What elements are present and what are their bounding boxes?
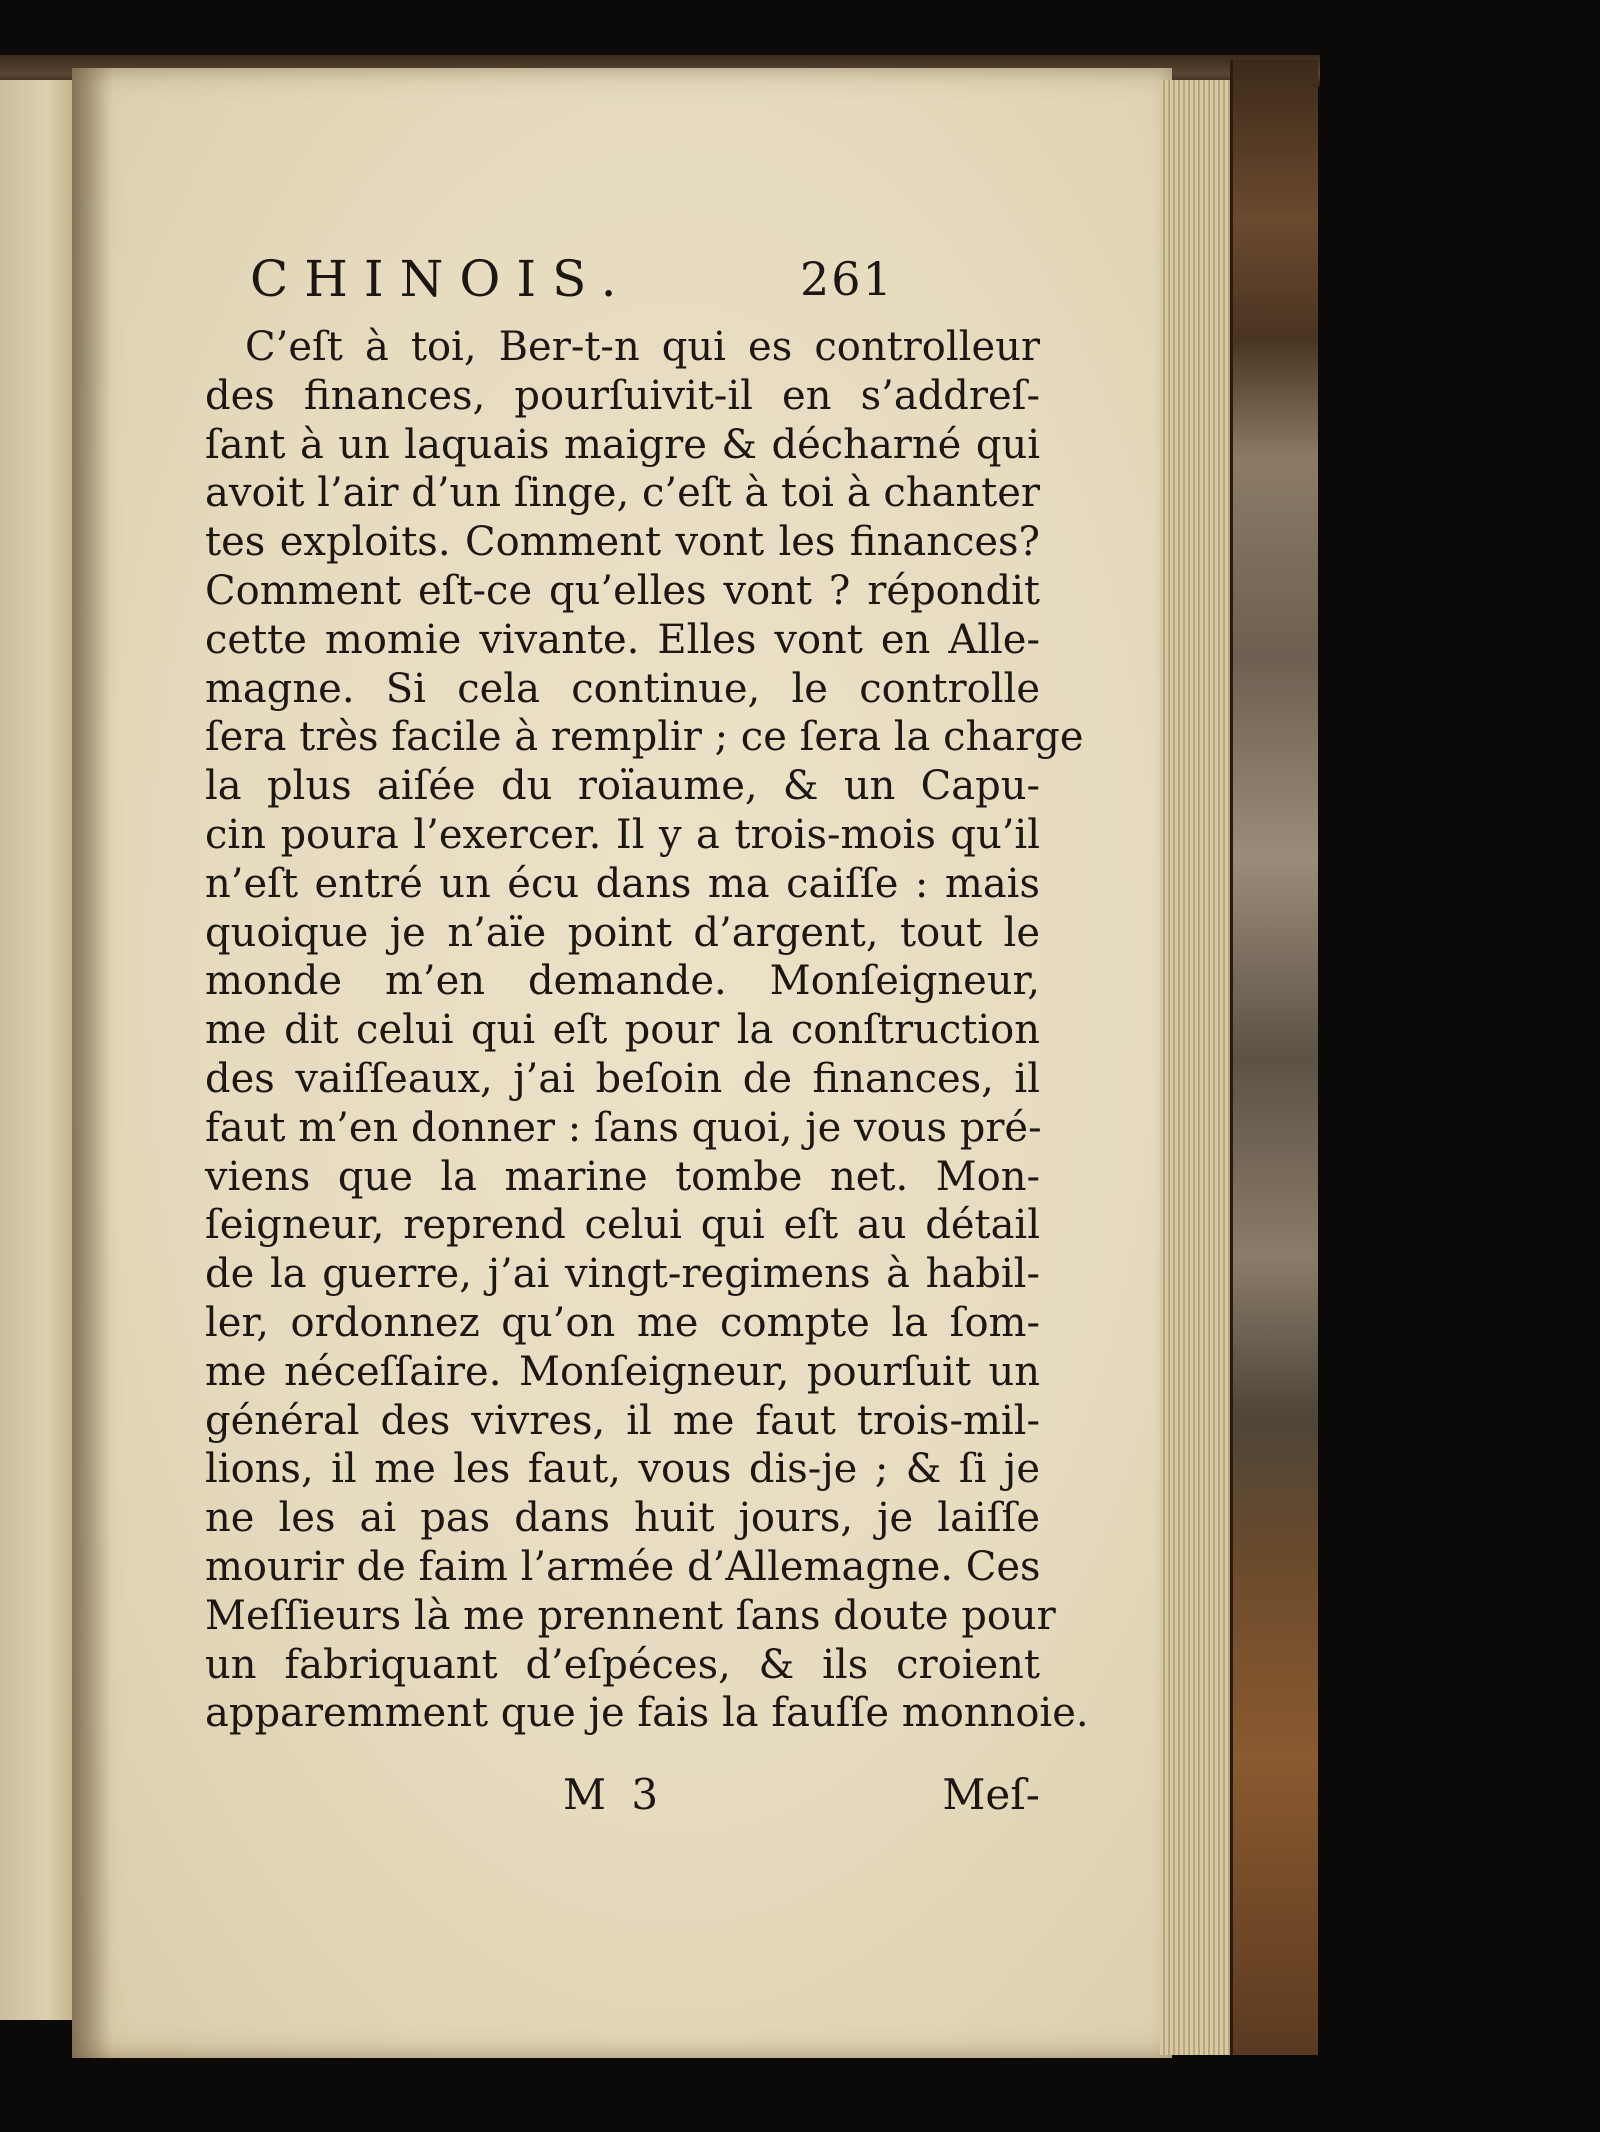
text-line: lions, il me les faut, vous dis-je ; & ſi je [205,1446,1040,1493]
text-line: cin poura l’exercer. Il y a trois-mois qu’il [205,811,1040,858]
running-title: CHINOIS. [250,250,633,308]
leather-cover-edge [1230,60,1318,2055]
text-line: mourir de faim l’armée d’Allemagne. Ces [205,1543,1041,1590]
text-line: monde m’en demande. Monſeigneur, [205,958,1040,1005]
page-footer [205,1770,1040,1830]
text-line: ſeigneur, reprend celui qui eſt au détail [205,1202,1040,1249]
catchword: Meſ- [942,1770,1040,1819]
text-line: n’eſt entré un écu dans ma caiſſe : mais [205,860,1040,907]
text-line: apparemment que je fais la fauſſe monnoie. [205,1690,1089,1737]
text-line: tes exploits. Comment vont les finances? [205,519,1040,566]
text-line: ſera très facile à remplir ; ce ſera la charge [205,714,1084,761]
page-gutter-shadow [72,68,112,2058]
facing-page-edge [0,80,80,2020]
page-number: 261 [800,252,894,306]
page-edges-stack [1160,80,1234,2055]
text-line: me néceſſaire. Monſeigneur, pourſuit un [205,1348,1040,1395]
text-line: de la guerre, j’ai vingt-regimens à habil- [205,1251,1040,1298]
text-line: un fabriquant d’eſpéces, & ils croient [205,1641,1040,1688]
text-line: général des vivres, il me faut trois-mil- [205,1397,1040,1444]
text-line: cette momie vivante. Elles vont en Alle- [205,616,1040,663]
text-line: faut m’en donner : ſans quoi, je vous pré- [205,1104,1042,1151]
page-body-text [205,323,1089,1738]
text-line: me dit celui qui eſt pour la conſtruction [205,1007,1040,1054]
text-line: des vaiſſeaux, j’ai beſoin de finances, il [205,1055,1040,1102]
text-line: avoit l’air d’un ſinge, c’eſt à toi à chanter [205,470,1040,517]
signature-mark: M 3 [563,1770,665,1819]
text-line: la plus aiſée du roïaume, & un Capu- [205,763,1040,810]
page-header [250,250,1050,320]
text-line: Meſſieurs là me prennent ſans doute pour [205,1592,1056,1639]
text-line: ne les ai pas dans huit jours, je laiſſe [205,1495,1040,1542]
text-line: des finances, pourſuivit-il en s’addreſ- [205,372,1040,419]
text-line: ſant à un laquais maigre & décharné qui [205,421,1040,468]
text-line: C’eſt à toi, Ber-t‑n qui es controlleur [245,324,1040,370]
text-line: viens que la marine tombe net. Mon- [205,1153,1040,1200]
text-line: ler, ordonnez qu’on me compte la ſom- [205,1299,1040,1346]
text-line: Comment eſt-ce qu’elles vont ? répondit [205,567,1040,614]
text-line: magne. Si cela continue, le controlle [205,665,1040,712]
text-line: quoique je n’aïe point d’argent, tout le [205,909,1040,956]
